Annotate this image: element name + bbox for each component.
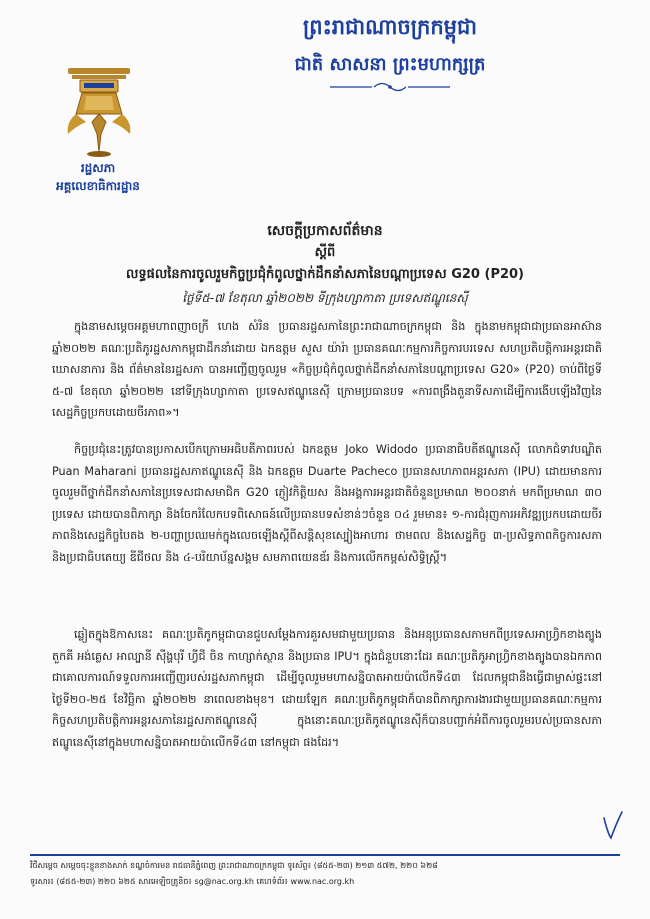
footer-divider bbox=[30, 854, 620, 856]
org-name-assembly: រដ្ឋសភា bbox=[80, 161, 116, 175]
body-paragraph-3: ឆ្លៀតក្នុងឱកាសនេះ គណៈប្រតិភូកម្ពុជាបានជួបសម្តែងការគួរសមជាមួយប្រធាន និងអនុប្រធានសភាមកពីប្រទេសអាហ្វ្រិកខាងត្បូង តួកគី អង់គ្លេស អាល្បានី ស៊ីង្ហបុរី ហ្វីជី ចិន កាហ្សាក់ស្ថាន និងប្រធាន IPU។ ក្នុងជំនួបនោះដែរ គណៈប្រតិភូអាហ្វ្រិកខាងត្បូងបានឯកភាពជាគោលការណ៍ទទួលការអញ្ជើញរបស់រដ្ឋសភាកម្ពុជា ដើម្បីចូលរួមមហាសន្និបាតអាយប៉ាលើកទី៤៣ ដែលកម្ពុជានឹងធ្វើជាម្ចាស់ផ្ទះនៅថ្ងៃទី២០-២៥ ខែវិច្ឆិកា ឆ្នាំ២០២២ នាពេលខាងមុខ។ ដោយឡែក គណៈប្រតិភូកម្ពុជាក៏បានពិភាក្សាការងារជាមួយប្រធានគណៈកម្មការកិច្ចសហប្រតិបត្តិការអន្តរសភានៃរដ្ឋសភាឥណ្ឌូនេស៊ី ក្នុងនោះគណៈប្រតិភូឥណ្ឌូនេស៊ីក៏បានបញ្ជាក់អំពីការចូលរួមរបស់ប្រធានសភាឥណ្ឌូនេស៊ីនៅក្នុងមហាសន្និបាតអាយប៉ាលើកទី៤៣ នៅកម្ពុជា ផងដែរ។ bbox=[52, 628, 602, 749]
kingdom-heading: ព្រះរាជាណាចក្រកម្ពុជា bbox=[302, 14, 477, 39]
press-release-subject: លទ្ធផលនៃការចូលរួមកិច្ចប្រជុំកំពូលថ្នាក់ដឹកនាំសភានៃបណ្តាប្រទេស G20 (P20) bbox=[126, 267, 524, 282]
body-paragraph-2: កិច្ចប្រជុំនេះត្រូវបានប្រកាសបើកក្រោមអធិបតីភាពរបស់ ឯកឧត្តម Joko Widodo ប្រធានាធិបតីឥណ្ឌូនេស៊ី លោកជំទាវបណ្ឌិត Puan Maharani ប្រធានរដ្ឋសភាឥណ្ឌូនេស៊ី និង ឯកឧត្តម Duarte Pacheco ប្រធានសហភាពអន្តរសភា (IPU) ដោយមានការចូលរួមពីថ្នាក់ដឹកនាំសភានៃប្រទេសជាសមាជិក G20 ភ្ញៀវកិត្តិយស និងអង្គការអន្តរជាតិចំនួនប្រមាណ ២០០នាក់ មកពីប្រមាណ ៣០ ប្រទេស ដោយបានពិភាក្សា និងចែករំលែកបទពិសោធន៍លើប្រធានបទសំខាន់ៗចំនួន ០៤ រួមមាន៖ ១-ការជំរុញការអភិវឌ្ឍប្រកបដោយចីរភាពនិងសេដ្ឋកិច្ចបៃតង ២-បញ្ហាប្រឈមក់ក្នុងលេចឡើងស្តីពីសន្តិសុខស្បៀងអាហារ ថាមពល និងសេដ្ឋកិច្ច ៣-ប្រសិទ្ធភាពកិច្ចការសភានិងប្រជាធិបតេយ្យ ឌីជីថល និង ៤-បរិយាប័ន្នសង្គម សមភាពយេនឌ័រ និងការលើកកម្ពស់សិទ្ធិស្ត្រី។ bbox=[52, 443, 602, 564]
press-release-date-location: ថ្ងៃទី៥-៧ ខែតុលា ឆ្នាំ២០២២ ទីក្រុងហ្សាកាតា ប្រទេសឥណ្ឌូនេស៊ី bbox=[182, 291, 468, 305]
body-paragraph-1: ក្នុងនាមសម្តេចអគ្គមហាពញាចក្រី ហេង សំរិន ប្រធានរដ្ឋសភានៃព្រះរាជាណាចក្រកម្ពុជា និង ក្នុងនាមកម្ពុជាជាប្រធានអាស៊ានឆ្នាំ២០២២ គណៈប្រតិភូរដ្ឋសភាកម្ពុជាដឹកនាំដោយ ឯកឧត្តម សួស យ៉ារ៉ា ប្រធានគណៈកម្មការកិច្ចការបរទេស សហប្រតិបត្តិការអន្តរជាតិ ឃោសនាការ និង ព័ត៌មាននៃរដ្ឋសភា បានអញ្ជើញចូលរួម «កិច្ចប្រជុំកំពូលថ្នាក់ដឹកនាំសភានៃបណ្តាប្រទេស G20» (P20) ចាប់ពីថ្ងៃទី ៥-៧ ខែតុលា ឆ្នាំ២០២២ នៅទីក្រុងហ្សាកាតា ប្រទេសឥណ្ឌូនេស៊ី ក្រោមប្រធានបទ «ការពង្រឹងតួនាទីសភាដើម្បីការងើបឡើងវិញនៃសេដ្ឋកិច្ចប្រកបដោយចីរភាព»។ bbox=[52, 320, 602, 420]
footer-address: វិថីសម្តេច សម្តេចចុះខ្លួនខាងសាក់ ខណ្ឌចំការមន រាជធានីភ្នំពេញ ព្រះរាជាណាចក្រកម្ពុជា ទូរស័ព្ទ៖ (៨៥៥-២៣) ២១៣ ៥៧២, ២២០ ៦២៨ bbox=[30, 861, 438, 870]
press-release-subject-label: ស្តីពី bbox=[314, 245, 336, 260]
org-name-secretariat: អគ្គលេខាធិការដ្ឋាន bbox=[56, 179, 140, 193]
press-release-title: សេចក្តីប្រកាសព័ត៌មាន bbox=[267, 223, 383, 239]
national-assembly-emblem-icon bbox=[56, 62, 142, 158]
signature-mark-icon bbox=[600, 808, 626, 842]
footer-contact: ទូរសារ៖ (៨៥៥-២៣) ២២០ ៦២៥ សារអេឡិចត្រូនិច៖ sg@nac.org.kh គេហទំព័រ៖ www.nac.org.kh bbox=[30, 877, 355, 886]
motto-heading: ជាតិ សាសនា ព្រះមហាក្សត្រ bbox=[294, 54, 486, 75]
